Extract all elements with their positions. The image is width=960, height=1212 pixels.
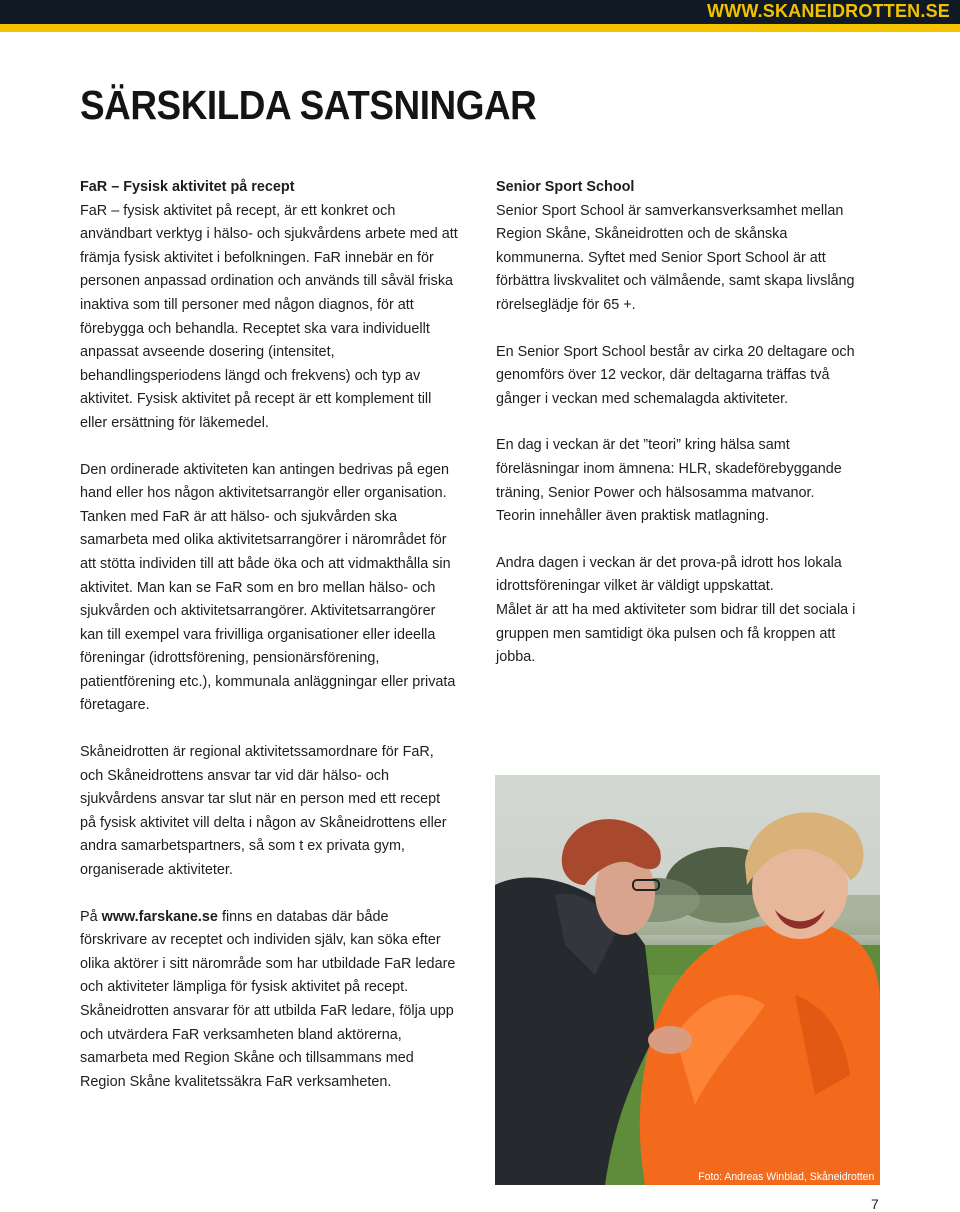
sss-paragraph-2: En Senior Sport School består av cirka 20 deltagare och genomförs över 12 veckor, där deltagarna träffas två gånger i veckan med schemalagda aktiviteter.	[496, 342, 855, 407]
accent-stripe	[0, 24, 960, 32]
website-url[interactable]: WWW.SKANEIDROTTEN.SE	[707, 1, 950, 21]
farskane-link[interactable]: www.farskane.se	[101, 907, 218, 925]
sss-paragraph-1: Senior Sport School är samverkansverksamhet mellan Region Skåne, Skåneidrotten och de skånska kommunerna. Syftet med Senior Sport School är att förbättra livskvalitet och välmående, samt skapa livslång rörelseglädje för 65 +.	[496, 201, 855, 313]
page-title: SÄRSKILDA SATSNINGAR	[80, 82, 537, 128]
photo-illustration	[495, 775, 880, 1185]
far-paragraph-1: FaR – fysisk aktivitet på recept, är ett konkret och användbart verktyg i hälso- och sjukvårdens arbete med att främja fysisk aktivitet i befolkningen. FaR innebär en för personen anpassad ordination och används till såväl friska inaktiva som till personer med någon diagnos, för att förebygga och behandla. Receptet ska vara individuellt anpassat avseende dosering (intensitet, behandlingsperiodens längd och frekvens) och typ av aktivitet. Fysisk aktivitet på recept är ett komplement till eller ersättning för läkemedel.	[80, 201, 458, 431]
far-paragraph-4: På www.farskane.se finns en databas där både förskrivare av receptet och individen själv, kan söka efter olika aktörer i sitt närområde som har utbildade FaR ledare och aktiviteter lämpliga för fysisk aktivitet på recept. Skåneidrotten ansvarar för att utbilda FaR ledare, följa upp och utvärdera FaR verksamheten bland aktörerna, samarbeta med Region Skåne och tillsammans med Region Skåne kvalitetssäkra FaR verksamheten.	[80, 907, 456, 1090]
far-paragraph-3: Skåneidrotten är regional aktivitetssamordnare för FaR, och Skåneidrottens ansvar tar vid där hälso- och sjukvårdens ansvar tar slut när en person med ett recept på fysisk aktivitet vill delta i någon av Skåneidrottens eller andra samarbetspartners, så som t ex privata gym, organiserade aktiviteter.	[80, 743, 447, 879]
sss-paragraph-3a: En dag i veckan är det ”teori” kring hälsa samt föreläsningar inom ämnena: HLR, skadeförebyggande träning, Senior Power och hälsosamma matvanor.	[496, 436, 842, 501]
right-column	[496, 175, 891, 669]
photo-credit: Foto: Andreas Winblad, Skåneidrotten	[697, 1171, 874, 1183]
sss-paragraph-4a: Andra dagen i veckan är det prova-på idrott hos lokala idrottsföreningar vilket är väldigt uppskattat.	[496, 553, 842, 595]
senior-sport-school-heading: Senior Sport School	[496, 178, 635, 195]
sss-paragraph-4b: Målet är att ha med aktiviteter som bidrar till det sociala i gruppen men samtidigt öka pulsen och få kroppen att jobba.	[496, 600, 856, 666]
left-column	[80, 175, 475, 1093]
header-bar	[0, 0, 960, 24]
far-heading: FaR – Fysisk aktivitet på recept	[80, 178, 295, 195]
sss-paragraph-3b: Teorin innehåller även praktisk matlagning.	[496, 507, 769, 525]
photo-two-laughing-women	[495, 775, 880, 1185]
page-number: 7	[871, 1196, 879, 1212]
far-paragraph-2: Den ordinerade aktiviteten kan antingen bedrivas på egen hand eller hos någon aktivitetsarrangör eller organisation. Tanken med FaR är att hälso- och sjukvården ska samarbeta med olika aktivitetsarrangörer i närområdet för att stötta individen till att både öka och att vidmakthålla sin aktivitet. Man kan se FaR som en bro mellan hälso- och sjukvården och aktivitetsarrangörer. Aktivitetsarrangörer kan till exempel vara frivilliga organisationer eller ideella föreningar (idrottsförening, pensionärsförening, patientförening etc.), kommunala anläggningar eller privata företagare.	[80, 460, 456, 714]
